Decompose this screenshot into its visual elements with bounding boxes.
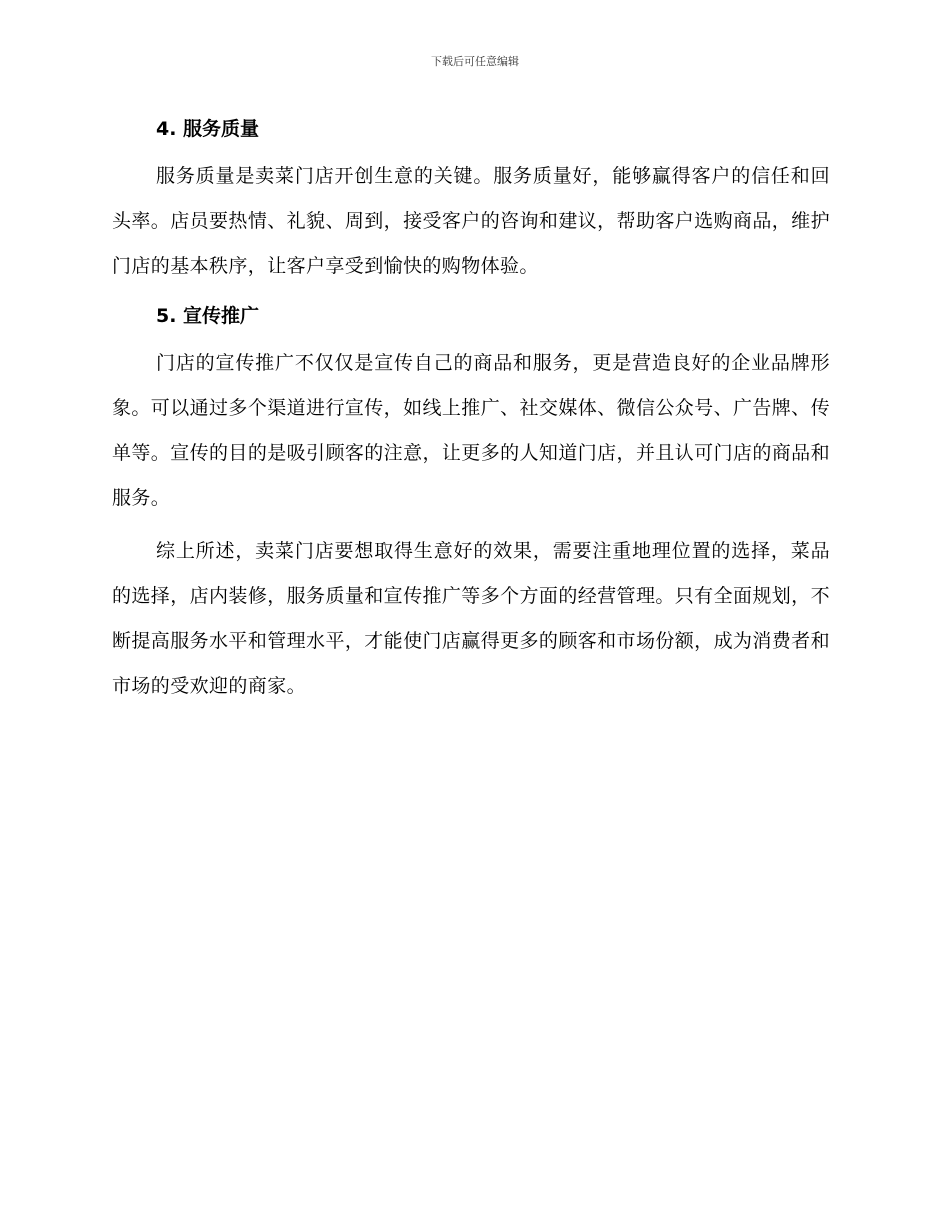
paragraph-conclusion: 综上所述，卖菜门店要想取得生意好的效果，需要注重地理位置的选择，菜品的选择，店内装修，服务质量和宣传推广等多个方面的经营管理。只有全面规划，不断提高服务水平和管理水平，才能使门店赢得更多的顾客和市场份额，成为消费者和市场的受欢迎的商家。 (112, 540, 830, 697)
page-header: 下载后可任意编辑 (431, 55, 519, 68)
document-body (112, 112, 830, 709)
paragraph-service-quality: 服务质量是卖菜门店开创生意的关键。服务质量好，能够赢得客户的信任和回头率。店员要热情、礼貌、周到，接受客户的咨询和建议，帮助客户选购商品，维护门店的基本秩序，让客户享受到愉快的购物体验。 (112, 165, 830, 277)
section-heading-promotion: 5. 宣传推广 (156, 305, 260, 327)
paragraph-promotion: 门店的宣传推广不仅仅是宣传自己的商品和服务，更是营造良好的企业品牌形象。可以通过多个渠道进行宣传，如线上推广、社交媒体、微信公众号、广告牌、传单等。宣传的目的是吸引顾客的注意，让更多的人知道门店，并且认可门店的商品和服务。 (112, 352, 830, 509)
section-heading-service-quality: 4. 服务质量 (156, 118, 260, 140)
